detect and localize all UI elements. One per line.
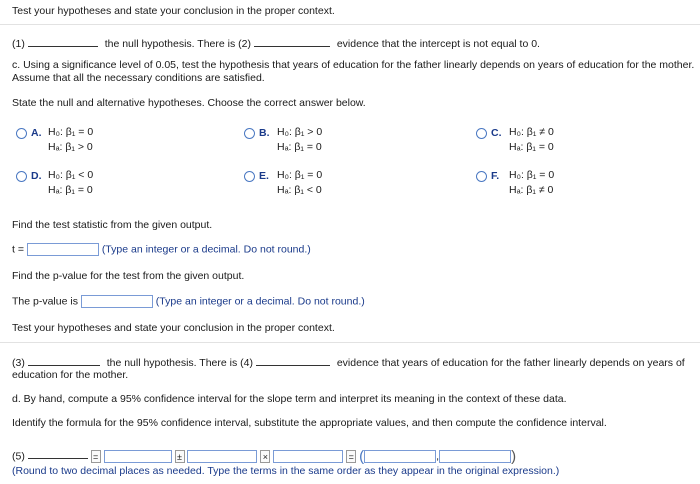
option-d-radio[interactable] xyxy=(16,171,27,182)
q3-mid-text: the null hypothesis. There is (4) xyxy=(106,357,253,369)
q4-end-text-line2: education for the mother. xyxy=(12,369,129,381)
option-d-hypotheses xyxy=(48,168,93,198)
q5-dropdown[interactable] xyxy=(28,449,88,459)
option-a-radio[interactable] xyxy=(16,128,27,139)
option-f-radio[interactable] xyxy=(476,171,487,182)
test-stat-row xyxy=(12,243,311,256)
test-stat-input[interactable] xyxy=(27,243,99,256)
divider xyxy=(0,342,700,343)
q2-end-text: evidence that the intercept is not equal to 0. xyxy=(336,38,540,50)
option-b-hypotheses xyxy=(277,125,322,155)
q4-dropdown[interactable] xyxy=(256,356,330,366)
formula-input-standard-error[interactable] xyxy=(273,450,343,463)
q5-number: (5) xyxy=(12,450,25,463)
option-d-letter: D. xyxy=(31,170,42,182)
option-b-ha: Hₐ: β₁ = 0 xyxy=(277,141,322,153)
intro-text: Test your hypotheses and state your conclusion in the proper context. xyxy=(12,5,335,17)
option-a-letter: A. xyxy=(31,127,42,139)
equals-sign: = xyxy=(91,450,101,463)
part-c-line2: Assume that all the necessary conditions are satisfied. xyxy=(12,72,265,84)
divider xyxy=(0,24,700,25)
option-f-letter: F. xyxy=(491,170,500,182)
option-e-letter: E. xyxy=(259,170,269,182)
option-c-radio[interactable] xyxy=(476,128,487,139)
option-a-h0: H₀: β₁ = 0 xyxy=(48,126,94,138)
part-d-line1: d. By hand, compute a 95% confidence interval for the slope term and interpret its meaning in the context of these data. xyxy=(12,393,567,405)
q1-q2-line xyxy=(12,37,540,50)
open-paren-icon: ( xyxy=(359,448,365,465)
option-e-hypotheses xyxy=(277,168,322,198)
option-b-letter: B. xyxy=(259,127,270,139)
test-stat-prompt: Find the test statistic from the given output. xyxy=(12,219,213,231)
p-value-prompt: Find the p-value for the test from the given output. xyxy=(12,270,245,282)
part-c-instruction: State the null and alternative hypotheses. Choose the correct answer below. xyxy=(12,97,366,109)
option-d-h0: H₀: β₁ < 0 xyxy=(48,169,94,181)
option-e-h0: H₀: β₁ = 0 xyxy=(277,169,323,181)
ci-lower-input[interactable] xyxy=(364,450,436,463)
option-e-ha: Hₐ: β₁ < 0 xyxy=(277,184,322,196)
equals-sign-2: = xyxy=(346,450,356,463)
q1-mid-text: the null hypothesis. There is (2) xyxy=(104,38,251,50)
option-c-letter: C. xyxy=(491,127,502,139)
plus-minus-sign: ± xyxy=(175,450,185,463)
p-value-input[interactable] xyxy=(81,295,153,308)
formula-row xyxy=(12,448,516,465)
formula-input-critical-value[interactable] xyxy=(187,450,257,463)
q4-end-text: evidence that years of education for the father linearly depends on years of xyxy=(336,357,685,369)
q3-number: (3) xyxy=(12,357,25,369)
part-c-line1: c. Using a significance level of 0.05, test the hypothesis that years of education for the father linearly depends on years of education for the mother. xyxy=(12,59,695,71)
option-b-h0: H₀: β₁ > 0 xyxy=(277,126,323,138)
q2-dropdown[interactable] xyxy=(254,37,330,47)
times-sign: × xyxy=(260,450,270,463)
ci-upper-input[interactable] xyxy=(439,450,511,463)
q1-dropdown[interactable] xyxy=(28,37,98,47)
q3-q4-line xyxy=(12,356,685,369)
part-d-line2: Identify the formula for the 95% confidence interval, substitute the appropriate values, and then compute the confidence interval. xyxy=(12,417,607,429)
p-value-row xyxy=(12,295,365,308)
option-c-h0: H₀: β₁ ≠ 0 xyxy=(509,126,554,138)
option-d-ha: Hₐ: β₁ = 0 xyxy=(48,184,93,196)
option-e-radio[interactable] xyxy=(244,171,255,182)
option-b-radio[interactable] xyxy=(244,128,255,139)
option-a-ha: Hₐ: β₁ > 0 xyxy=(48,141,93,153)
test-conclusion-prompt: Test your hypotheses and state your conclusion in the proper context. xyxy=(12,322,335,334)
option-c-ha: Hₐ: β₁ = 0 xyxy=(509,141,554,153)
option-f-h0: H₀: β₁ = 0 xyxy=(509,169,555,181)
option-f-ha: Hₐ: β₁ ≠ 0 xyxy=(509,184,554,196)
test-stat-label: t = xyxy=(12,243,24,256)
p-value-hint: (Type an integer or a decimal. Do not round.) xyxy=(155,295,365,308)
formula-input-estimate[interactable] xyxy=(104,450,172,463)
q3-dropdown[interactable] xyxy=(28,356,100,366)
q1-number: (1) xyxy=(12,38,25,50)
close-paren-icon: ) xyxy=(511,448,517,465)
option-f-hypotheses xyxy=(509,168,554,198)
option-c-hypotheses xyxy=(509,125,554,155)
option-a-hypotheses xyxy=(48,125,93,155)
p-value-label: The p-value is xyxy=(12,295,78,308)
comma-separator: , xyxy=(436,450,440,463)
formula-hint: (Round to two decimal places as needed. Type the terms in the same order as they appear in the original expression.) xyxy=(12,465,560,477)
test-stat-hint: (Type an integer or a decimal. Do not round.) xyxy=(101,243,311,256)
